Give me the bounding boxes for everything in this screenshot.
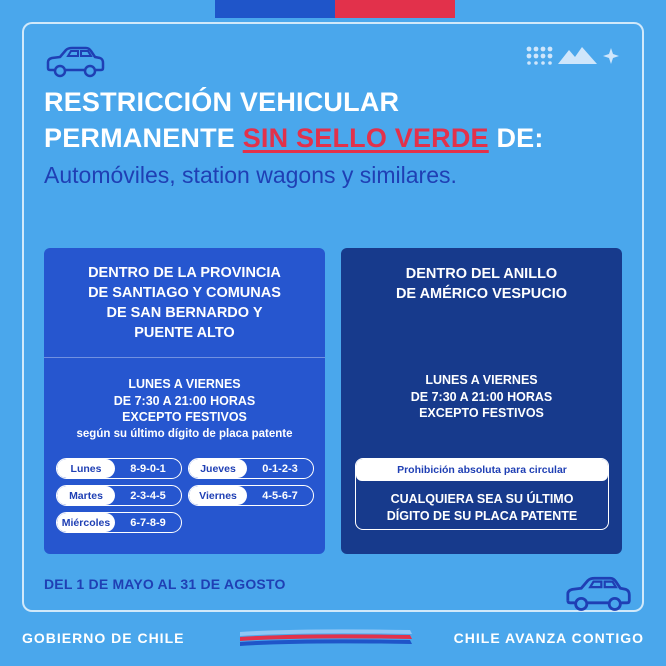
heading-line: DE SANTIAGO Y COMUNAS bbox=[88, 284, 281, 301]
digit-pill-viernes bbox=[188, 485, 314, 506]
digit-values: 0-1-2-3 bbox=[262, 462, 298, 475]
title-line-1: RESTRICCIÓN VEHICULAR bbox=[44, 87, 400, 117]
prohibition-box bbox=[355, 458, 609, 530]
title-line-2-prefix: PERMANENTE bbox=[44, 123, 243, 153]
schedule-hours: DE 7:30 A 21:00 HORAS bbox=[410, 389, 553, 404]
day-label: Lunes bbox=[57, 459, 115, 478]
date-range: DEL 1 DE MAYO AL 31 DE AGOSTO bbox=[44, 576, 286, 592]
flag-stripe bbox=[215, 0, 455, 18]
dots-mountain-star-decoration bbox=[525, 44, 625, 66]
santiago-province-panel bbox=[44, 248, 325, 554]
digit-pill-miercoles bbox=[56, 512, 182, 533]
digit-values: 4-5-6-7 bbox=[262, 489, 298, 502]
prohibition-line: DÍGITO DE SU PLACA PATENTE bbox=[386, 509, 578, 523]
prohibition-text bbox=[356, 491, 608, 525]
digit-pill-lunes bbox=[56, 458, 182, 479]
flag-stripe-blue bbox=[215, 0, 335, 18]
digit-values: 2-3-4-5 bbox=[130, 489, 166, 502]
heading-line: DE AMÉRICO VESPUCIO bbox=[395, 286, 568, 302]
page-title bbox=[44, 84, 544, 156]
title-line-2 bbox=[44, 120, 544, 156]
heading-line: DE SAN BERNARDO Y bbox=[106, 304, 263, 321]
digit-values: 6-7-8-9 bbox=[130, 516, 166, 529]
day-label: Martes bbox=[57, 486, 115, 505]
title-highlight: SIN SELLO VERDE bbox=[242, 123, 489, 153]
schedule-exception: EXCEPTO FESTIVOS bbox=[122, 410, 247, 424]
day-label: Viernes bbox=[189, 486, 247, 505]
prohibition-label: Prohibición absoluta para circular bbox=[356, 459, 608, 481]
title-line-2-suffix: DE: bbox=[488, 123, 544, 153]
schedule-exception: EXCEPTO FESTIVOS bbox=[419, 406, 544, 420]
subtitle: Automóviles, station wagons y similares. bbox=[44, 162, 457, 188]
footer-stripes-decoration bbox=[240, 628, 415, 650]
digit-pill-jueves bbox=[188, 458, 314, 479]
digit-table bbox=[56, 458, 316, 539]
schedule-days: LUNES A VIERNES bbox=[425, 373, 538, 387]
schedule bbox=[341, 372, 622, 422]
schedule-note: según su último dígito de placa patente bbox=[76, 427, 293, 440]
prohibition-line: CUALQUIERA SEA SU ÚLTIMO bbox=[390, 492, 574, 506]
schedule bbox=[44, 376, 325, 442]
digit-values: 8-9-0-1 bbox=[130, 462, 166, 475]
footer-slogan: CHILE AVANZA CONTIGO bbox=[453, 630, 644, 646]
panel-heading bbox=[44, 248, 325, 358]
day-label: Miércoles bbox=[57, 513, 115, 532]
panel-heading bbox=[341, 248, 622, 322]
schedule-hours: DE 7:30 A 21:00 HORAS bbox=[113, 393, 256, 408]
digit-pill-martes bbox=[56, 485, 182, 506]
flag-stripe-red bbox=[335, 0, 455, 18]
car-icon bbox=[561, 576, 635, 614]
car-icon bbox=[44, 46, 106, 80]
heading-line: DENTRO DEL ANILLO bbox=[405, 266, 558, 282]
footer-government: GOBIERNO DE CHILE bbox=[22, 630, 185, 646]
heading-line: DENTRO DE LA PROVINCIA bbox=[88, 264, 281, 281]
americo-vespucio-panel bbox=[341, 248, 622, 554]
heading-line: PUENTE ALTO bbox=[134, 324, 235, 341]
day-label: Jueves bbox=[189, 459, 247, 478]
schedule-days: LUNES A VIERNES bbox=[128, 377, 241, 391]
